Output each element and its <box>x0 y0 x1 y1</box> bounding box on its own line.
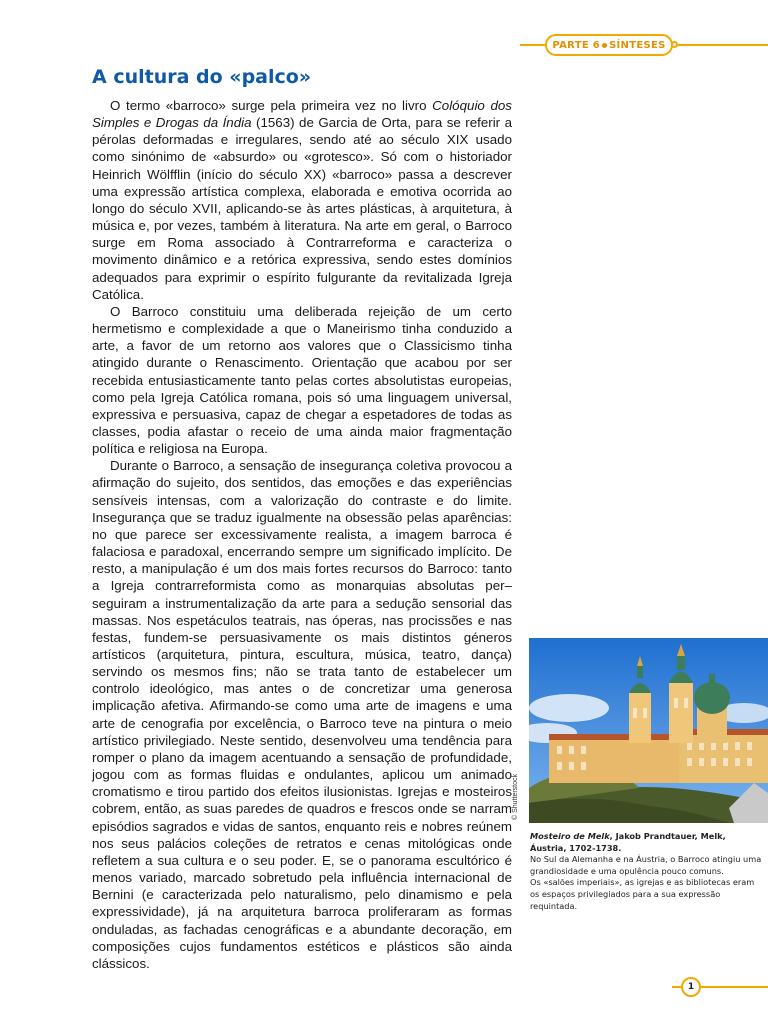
section-header-badge <box>545 34 673 56</box>
paragraph-2: O Barroco constituiu uma deliberada rejeição de um certo hermetismo e complexidade a que o Maneirismo tinha conduzido a arte, a favor de um retorno aos valores que o Classicismo tinha atingido durante o Renascimento. Orientação que acabou por ser recebida entusiasticamente tanto pelas cortes absolutistas europeias, como pela Igreja Católica romana, pois só uma linguagem universal, expressiva e persuasiva, capaz de chegar a espetadores de todas as classes, podia afastar o receio de uma ainda maior fragmentação política e religiosa na Europa. <box>92 303 512 457</box>
figure-caption <box>530 831 762 912</box>
paragraph-1-text-b: (1563) de Garcia de Orta, para se referir a pérolas deformadas e irregulares, sendo até ao século XIX usado como sinónimo de «absurdo» ou «grotesco». Só com o historiador Heinrich Wölfflin (início do século XX) «barroco» passa a descrever uma expressão artística complexa, elaborada e emotiva ocorrida ao longo do século XVII, aplicando-se às artes plásticas, à arquitetura, à música e, por vezes, também à literatura. Na arte em geral, o Barroco surge em Roma associado à Contrarreforma e caracteriza o movimento dinâmico e a retórica expressiva, sendo estes domínios adequados para exprimir o espírito fulgurante da revitalizada Igreja Católica. <box>92 115 512 302</box>
page-number: 1 <box>681 977 701 997</box>
caption-title-rest: , Jakob Prandtauer, Melk, Áustria, 1702-1738. <box>530 831 726 853</box>
paragraph-3: Durante o Barroco, a sensação de insegurança coletiva provocou a afirmação do sujeito, dos sentidos, das emoções e das experiências sensíveis intensas, com a valorização do contraste e do limite. Insegurança que se traduz igualmente na obsessão pelas aparências: no que parece ser excessivamente realista, a imagem barroca é falaciosa e paradoxal, encerrando sempre um significado implícito. De resto, a manipulação é um dos mais fortes recursos do Barroco: tanto a Igreja contrarreformista como as monarquias absolutas per– seguiram a instrumentalização da arte para a sedução sensorial das massas. Nos espetáculos teatrais, nas óperas, nas procissões e nas festas, fundem-se persuasivamente os mais distintos géneros artísticos (arquitetura, pintura, escultura, música, teatro, dança) servindo os mesmos fins; não se trata tanto de estabelecer um controlo ideológico, mas antes o de concretizar uma generosa implicação afetiva. Afirmando-se como uma arte de imagens e uma arte de cenografia por excelência, o Barroco teve na pintura o meio artístico privilegiado. Neste sentido, desenvolveu uma tendência para romper o plano da imagem acentuando a sensação de profundidade, jogou com as formas fluidas e ondulantes, aplicou um animado cromatismo e tirou partido dos efeitos ilusionistas. Igrejas e mosteiros cobrem, então, as suas paredes de quadros e frescos onde se narram episódios sagrados e vidas de santos, enquanto reis e nobres reúnem nos seus palácios coleções de retratos e cenas mitológicas onde refletem a sua cultura e o seu poder. E, se o panorama escultórico é menos variado, marcado sobretudo pela influência internacional de Bernini (e caracterizada pelo naturalismo, pelo dinamismo e pela expressividade), já na arquitetura barroca proliferaram as formas onduladas, as fachadas cenográficas e a abundante decoração, em composições cujos fundamentos estéticos e plásticos são ainda clássicos. <box>92 458 512 971</box>
header-rule-left <box>520 44 546 46</box>
paragraph-1 <box>92 97 512 303</box>
melk-abbey-photo <box>529 638 768 823</box>
section-label: SÍNTESES <box>609 39 666 51</box>
bullet-dot-icon <box>602 43 607 48</box>
header-ring-icon <box>671 41 678 48</box>
book-title: Colóquio dos Simples e Drogas da Índia <box>92 98 512 131</box>
caption-title-italic: Mosteiro de Melk <box>530 831 610 841</box>
caption-title <box>530 831 762 854</box>
paragraph-1-text-a: O termo «barroco» surge pela primeira vez no livro <box>110 98 433 113</box>
header-rule-right <box>676 44 768 46</box>
article-body <box>92 97 512 972</box>
caption-line-1: No Sul da Alemanha e na Áustria, o Barroco atingiu uma grandiosidade e uma opulência pouco comuns. <box>530 854 762 876</box>
part-label: PARTE 6 <box>552 39 600 51</box>
photo-credit: © Shutterstock <box>512 773 519 820</box>
page-title: A cultura do «palco» <box>92 66 312 88</box>
caption-line-2: Os «salões imperiais», as igrejas e as bibliotecas eram os espaços privilegiados para a sua expressão requintada. <box>530 877 755 911</box>
